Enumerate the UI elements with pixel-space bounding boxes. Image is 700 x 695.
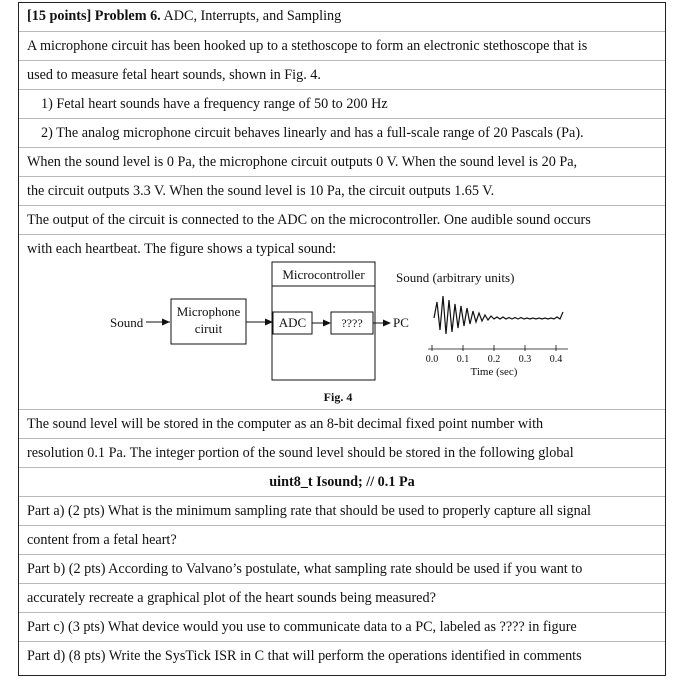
item-line: 2) The analog microphone circuit behaves linearly and has a full-scale range of 20 Pascals (Pa). — [41, 125, 584, 141]
part-c-question: Part c) (3 pts) What device would you use to communicate data to a PC, labeled as ???? in figure — [27, 619, 577, 635]
x-tick-label: 0.2 — [487, 354, 501, 365]
x-tick-label: 0.1 — [456, 354, 470, 365]
divider — [19, 496, 665, 497]
problem-topic: ADC, Interrupts, and Sampling — [163, 8, 342, 24]
intro-line: A microphone circuit has been hooked up to a stethoscope to form an electronic stethoscope that is — [27, 38, 588, 54]
unknown-device-label: ???? — [341, 316, 363, 330]
points-label: [15 points] — [27, 8, 92, 24]
heart-sound-waveform — [434, 296, 563, 334]
microcontroller-label: Microcontroller — [282, 267, 365, 282]
storage-line: resolution 0.1 Pa. The integer portion of the sound level should be stored in the following global — [27, 445, 574, 461]
x-tick-label: 0.3 — [518, 354, 532, 365]
adc-label: ADC — [278, 315, 307, 330]
unknown-to-pc-arrowhead — [383, 320, 391, 327]
part-d-question: Part d) (8 pts) Write the SysTick ISR in C that will perform the operations identified in comments — [27, 648, 582, 664]
adc-to-unknown-arrowhead — [323, 320, 331, 327]
storage-line: The sound level will be stored in the computer as an 8-bit decimal fixed point number with — [27, 416, 544, 432]
divider — [19, 525, 665, 526]
item-line: When the sound level is 0 Pa, the microphone circuit outputs 0 V. When the sound level is 20 Pa, — [27, 154, 578, 170]
plot-ticks — [432, 345, 556, 351]
item-line: the circuit outputs 3.3 V. When the sound level is 10 Pa, the circuit outputs 1.65 V. — [27, 183, 495, 199]
x-tick-label: 0.4 — [549, 354, 563, 365]
microphone-label: Microphone — [176, 304, 241, 319]
x-tick-label: 0.0 — [425, 354, 439, 365]
divider — [19, 554, 665, 555]
divider — [19, 409, 665, 410]
pc-label: PC — [393, 315, 409, 330]
problem-number: Problem 6. — [94, 8, 161, 24]
divider — [19, 438, 665, 439]
output-line: with each heartbeat. The figure shows a typical sound: — [27, 241, 337, 257]
sound-arrowhead — [162, 319, 170, 326]
part-a-question: Part a) (2 pts) What is the minimum sampling rate that should be used to properly capture all signal — [27, 503, 591, 519]
part-a-question-cont: content from a fetal heart? — [27, 532, 177, 548]
divider — [19, 583, 665, 584]
output-line: The output of the circuit is connected to the ADC on the microcontroller. One audible sound occurs — [27, 212, 591, 228]
divider — [19, 641, 665, 642]
part-b-question-cont: accurately recreate a graphical plot of the heart sounds being measured? — [27, 590, 436, 606]
microphone-label-line2: ciruit — [194, 321, 223, 336]
global-declaration: uint8_t Isound; // 0.1 Pa — [269, 474, 415, 490]
divider — [19, 612, 665, 613]
part-b-question: Part b) (2 pts) According to Valvano’s postulate, what sampling rate should be used if you want to — [27, 561, 583, 577]
figure-caption: Fig. 4 — [323, 390, 353, 404]
divider — [19, 467, 665, 468]
item-line: 1) Fetal heart sounds have a frequency range of 50 to 200 Hz — [41, 96, 388, 112]
sound-input-label: Sound — [110, 315, 144, 330]
plot-title: Sound (arbitrary units) — [396, 270, 515, 285]
intro-line: used to measure fetal heart sounds, shown in Fig. 4. — [27, 67, 321, 83]
x-axis-label: Time (sec) — [470, 366, 518, 378]
